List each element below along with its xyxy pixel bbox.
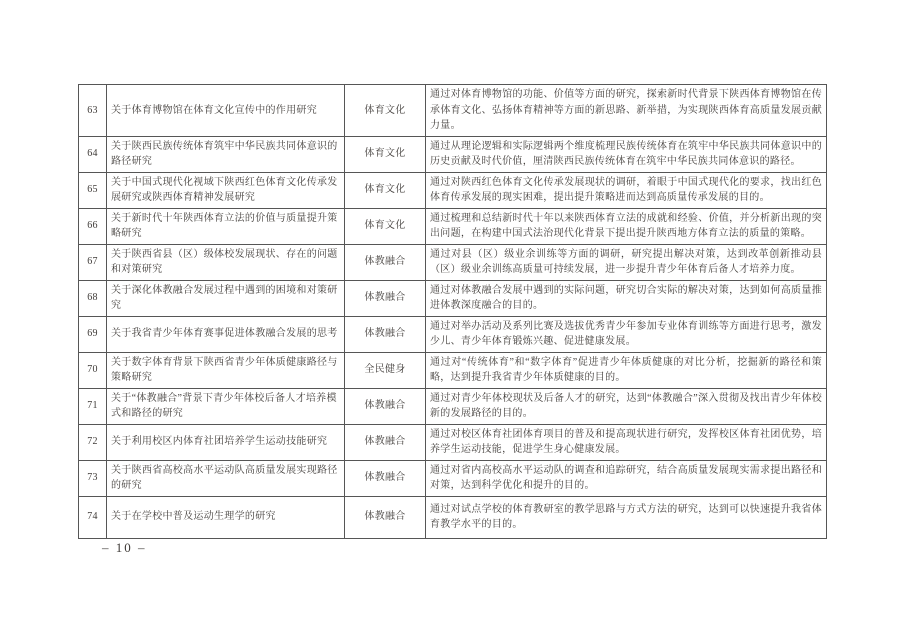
row-number: 66 — [79, 208, 107, 244]
topic-category: 体教融合 — [345, 460, 426, 496]
topic-title: 关于体育博物馆在体育文化宣传中的作用研究 — [107, 85, 345, 137]
topic-category: 体育文化 — [345, 136, 426, 172]
row-number: 69 — [79, 316, 107, 352]
table-row — [79, 496, 827, 538]
row-number: 74 — [79, 496, 107, 538]
row-number: 64 — [79, 136, 107, 172]
topic-title: 关于我省青少年体育赛事促进体教融合发展的思考 — [107, 316, 345, 352]
table-row — [79, 208, 827, 244]
topic-title: 关于新时代十年陕西体育立法的价值与质量提升策略研究 — [107, 208, 345, 244]
table-row — [79, 424, 827, 460]
topic-category: 体教融合 — [345, 244, 426, 280]
topic-title: 关于深化体教融合发展过程中遇到的困境和对策研究 — [107, 280, 345, 316]
topic-description: 通过对“传统体育”和“数字体育”促进青少年体质健康的对比分析，挖掘新的路径和策略，达到提升我省青少年体质健康的目的。 — [426, 352, 827, 388]
topic-description: 通过对陕西红色体育文化传承发展现状的调研，着眼于中国式现代化的要求，找出红色体育传承发展的现实困难，提出提升策略进而达到高质量传承发展的目的。 — [426, 172, 827, 208]
topic-category: 体育文化 — [345, 208, 426, 244]
table-row — [79, 85, 827, 137]
topic-title: 关于在学校中普及运动生理学的研究 — [107, 496, 345, 538]
row-number: 63 — [79, 85, 107, 137]
table-row — [79, 244, 827, 280]
topic-description: 通过梳理和总结新时代十年以来陕西体育立法的成就和经验、价值，并分析新出现的突出问题，在构建中国式法治现代化背景下提出提升陕西地方体育立法的质量的策略。 — [426, 208, 827, 244]
topic-category: 体教融合 — [345, 280, 426, 316]
topic-category: 体教融合 — [345, 496, 426, 538]
topic-description: 通过对举办活动及系列比赛及选拔优秀青少年参加专业体育训练等方面进行思考，激发少儿、青少年体育锻炼兴趣、促进健康发展。 — [426, 316, 827, 352]
table-row — [79, 388, 827, 424]
page-number: – 10 – — [102, 540, 147, 555]
topic-title: 关于“体教融合”背景下青少年体校后备人才培养模式和路径的研究 — [107, 388, 345, 424]
topic-title: 关于利用校区内体育社团培养学生运动技能研究 — [107, 424, 345, 460]
topic-title: 关于陕西省高校高水平运动队高质量发展实现路径的研究 — [107, 460, 345, 496]
topic-category: 体教融合 — [345, 424, 426, 460]
research-topics-table — [78, 84, 827, 539]
table-row — [79, 460, 827, 496]
row-number: 71 — [79, 388, 107, 424]
topic-description: 通过对体育博物馆的功能、价值等方面的研究，探索新时代背景下陕西体育博物馆在传承体育文化、弘扬体育精神等方面的新思路、新举措，为实现陕西体育高质量发展贡献力量。 — [426, 85, 827, 137]
table-row — [79, 136, 827, 172]
row-number: 68 — [79, 280, 107, 316]
topic-description: 通过对省内高校高水平运动队的调查和追踪研究，结合高质量发展现实需求提出路径和对策，达到科学优化和提升的目的。 — [426, 460, 827, 496]
topic-title: 关于数字体育背景下陕西省青少年体质健康路径与策略研究 — [107, 352, 345, 388]
topic-category: 体教融合 — [345, 388, 426, 424]
row-number: 73 — [79, 460, 107, 496]
table-row — [79, 352, 827, 388]
topic-description: 通过从理论逻辑和实际逻辑两个维度梳理民族传统体育在筑牢中华民族共同体意识中的历史贡献及时代价值，厘清陕西民族传统体育在筑牢中华民族共同体意识的路径。 — [426, 136, 827, 172]
topic-category: 体育文化 — [345, 172, 426, 208]
topic-category: 体育文化 — [345, 85, 426, 137]
topic-description: 通过对试点学校的体育教研室的教学思路与方式方法的研究，达到可以快速提升我省体育教学水平的目的。 — [426, 496, 827, 538]
research-table-body — [79, 85, 827, 539]
row-number: 70 — [79, 352, 107, 388]
table-row — [79, 280, 827, 316]
row-number: 67 — [79, 244, 107, 280]
row-number: 65 — [79, 172, 107, 208]
topic-title: 关于陕西省县（区）级体校发展现状、存在的问题和对策研究 — [107, 244, 345, 280]
topic-description: 通过对青少年体校现状及后备人才的研究，达到“体教融合”深入贯彻及找出青少年体校新的发展路径的目的。 — [426, 388, 827, 424]
table-row — [79, 316, 827, 352]
topic-title: 关于陕西民族传统体育筑牢中华民族共同体意识的路径研究 — [107, 136, 345, 172]
topic-category: 全民健身 — [345, 352, 426, 388]
row-number: 72 — [79, 424, 107, 460]
topic-title: 关于中国式现代化视域下陕西红色体育文化传承发展研究或陕西体育精神发展研究 — [107, 172, 345, 208]
topic-description: 通过对校区体育社团体育项目的普及和提高现状进行研究，发挥校区体育社团优势，培养学生运动技能，促进学生身心健康发展。 — [426, 424, 827, 460]
topic-description: 通过对县（区）级业余训练等方面的调研，研究提出解决对策，达到改革创新推动县（区）级业余训练高质量可持续发展，进一步提升青少年体育后备人才培养力度。 — [426, 244, 827, 280]
topic-category: 体教融合 — [345, 316, 426, 352]
topic-description: 通过对体教融合发展中遇到的实际问题，研究切合实际的解决对策，达到如何高质量推进体教深度融合的目的。 — [426, 280, 827, 316]
table-row — [79, 172, 827, 208]
